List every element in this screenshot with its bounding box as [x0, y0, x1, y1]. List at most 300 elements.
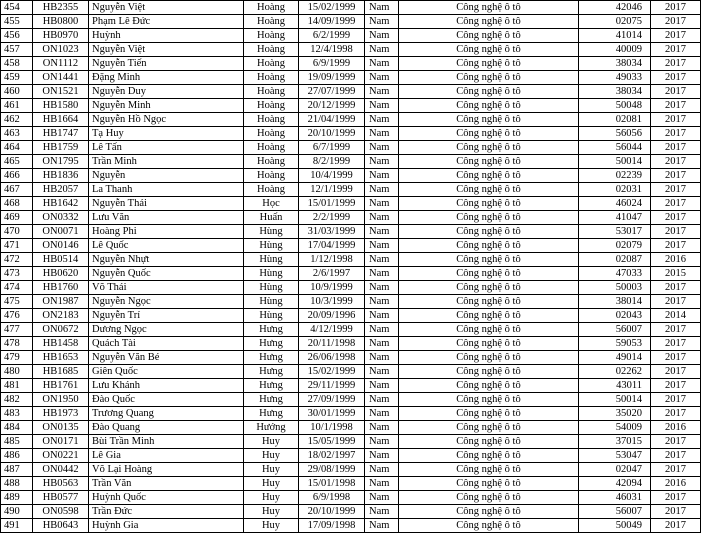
table-row [1, 463, 701, 477]
row-number-cell: 485 [1, 435, 33, 449]
year-cell: 2017 [651, 295, 701, 309]
row-number-cell: 478 [1, 337, 33, 351]
given-name-cell: Hoàng [244, 127, 299, 141]
candidate-number-cell: 43011 [579, 379, 651, 393]
major-cell: Công nghệ ô tô [399, 225, 579, 239]
birth-date-cell: 2/6/1997 [299, 267, 365, 281]
table-row [1, 85, 701, 99]
major-cell: Công nghệ ô tô [399, 337, 579, 351]
row-number-cell: 488 [1, 477, 33, 491]
year-cell: 2016 [651, 477, 701, 491]
student-code-cell: ON0672 [33, 323, 89, 337]
student-code-cell: ON1112 [33, 57, 89, 71]
candidate-number-cell: 42046 [579, 1, 651, 15]
candidate-number-cell: 38034 [579, 85, 651, 99]
given-name-cell: Hưng [244, 393, 299, 407]
gender-cell: Nam [365, 15, 399, 29]
gender-cell: Nam [365, 491, 399, 505]
gender-cell: Nam [365, 393, 399, 407]
candidate-number-cell: 56056 [579, 127, 651, 141]
row-number-cell: 479 [1, 351, 33, 365]
gender-cell: Nam [365, 337, 399, 351]
table-row [1, 295, 701, 309]
given-name-cell: Huy [244, 463, 299, 477]
table-row [1, 43, 701, 57]
student-code-cell: HB1836 [33, 169, 89, 183]
row-number-cell: 467 [1, 183, 33, 197]
major-cell: Công nghệ ô tô [399, 57, 579, 71]
year-cell: 2017 [651, 155, 701, 169]
row-number-cell: 455 [1, 15, 33, 29]
family-name-cell: Đào Quang [89, 421, 244, 435]
table-row [1, 421, 701, 435]
year-cell: 2016 [651, 421, 701, 435]
major-cell: Công nghệ ô tô [399, 43, 579, 57]
row-number-cell: 469 [1, 211, 33, 225]
student-code-cell: ON2183 [33, 309, 89, 323]
major-cell: Công nghệ ô tô [399, 449, 579, 463]
given-name-cell: Hướng [244, 421, 299, 435]
candidate-number-cell: 50014 [579, 155, 651, 169]
table-row [1, 253, 701, 267]
candidate-number-cell: 59053 [579, 337, 651, 351]
candidate-number-cell: 35020 [579, 407, 651, 421]
row-number-cell: 454 [1, 1, 33, 15]
year-cell: 2017 [651, 379, 701, 393]
table-row [1, 99, 701, 113]
gender-cell: Nam [365, 323, 399, 337]
student-code-cell: ON1023 [33, 43, 89, 57]
row-number-cell: 457 [1, 43, 33, 57]
student-code-cell: ON1987 [33, 295, 89, 309]
student-code-cell: ON0146 [33, 239, 89, 253]
row-number-cell: 461 [1, 99, 33, 113]
birth-date-cell: 10/1/1998 [299, 421, 365, 435]
candidate-number-cell: 41014 [579, 29, 651, 43]
table-row [1, 407, 701, 421]
table-row [1, 155, 701, 169]
major-cell: Công nghệ ô tô [399, 253, 579, 267]
table-row [1, 435, 701, 449]
family-name-cell: Phạm Lê Đức [89, 15, 244, 29]
table-row [1, 505, 701, 519]
table-row [1, 309, 701, 323]
given-name-cell: Hùng [244, 281, 299, 295]
row-number-cell: 460 [1, 85, 33, 99]
gender-cell: Nam [365, 155, 399, 169]
gender-cell: Nam [365, 99, 399, 113]
given-name-cell: Hoàng [244, 183, 299, 197]
family-name-cell: Nguyễn Nhựt [89, 253, 244, 267]
table-row [1, 15, 701, 29]
year-cell: 2017 [651, 463, 701, 477]
gender-cell: Nam [365, 421, 399, 435]
year-cell: 2017 [651, 225, 701, 239]
candidate-number-cell: 56007 [579, 505, 651, 519]
given-name-cell: Hùng [244, 309, 299, 323]
candidate-number-cell: 38014 [579, 295, 651, 309]
family-name-cell: Trương Quang [89, 407, 244, 421]
major-cell: Công nghệ ô tô [399, 365, 579, 379]
candidate-number-cell: 02031 [579, 183, 651, 197]
family-name-cell: Lưu Văn [89, 211, 244, 225]
candidate-number-cell: 42094 [579, 477, 651, 491]
candidate-number-cell: 56044 [579, 141, 651, 155]
student-code-cell: HB1747 [33, 127, 89, 141]
table-row [1, 323, 701, 337]
year-cell: 2017 [651, 211, 701, 225]
student-code-cell: HB1761 [33, 379, 89, 393]
candidate-number-cell: 53017 [579, 225, 651, 239]
given-name-cell: Hưng [244, 407, 299, 421]
major-cell: Công nghệ ô tô [399, 519, 579, 533]
year-cell: 2017 [651, 71, 701, 85]
gender-cell: Nam [365, 435, 399, 449]
family-name-cell: Võ Lại Hoàng [89, 463, 244, 477]
student-code-cell: HB2057 [33, 183, 89, 197]
major-cell: Công nghệ ô tô [399, 169, 579, 183]
gender-cell: Nam [365, 477, 399, 491]
family-name-cell: Huỳnh Gia [89, 519, 244, 533]
gender-cell: Nam [365, 57, 399, 71]
year-cell: 2017 [651, 365, 701, 379]
birth-date-cell: 12/1/1999 [299, 183, 365, 197]
major-cell: Công nghệ ô tô [399, 309, 579, 323]
given-name-cell: Hưng [244, 351, 299, 365]
row-number-cell: 487 [1, 463, 33, 477]
candidate-number-cell: 46031 [579, 491, 651, 505]
table-row [1, 225, 701, 239]
birth-date-cell: 29/11/1999 [299, 379, 365, 393]
family-name-cell: Hoàng Phi [89, 225, 244, 239]
candidate-number-cell: 02043 [579, 309, 651, 323]
candidate-number-cell: 49014 [579, 351, 651, 365]
birth-date-cell: 27/09/1999 [299, 393, 365, 407]
candidate-number-cell: 46024 [579, 197, 651, 211]
major-cell: Công nghệ ô tô [399, 407, 579, 421]
table-row [1, 267, 701, 281]
year-cell: 2017 [651, 435, 701, 449]
given-name-cell: Hoàng [244, 29, 299, 43]
family-name-cell: Lê Quốc [89, 239, 244, 253]
given-name-cell: Hùng [244, 225, 299, 239]
candidate-number-cell: 40009 [579, 43, 651, 57]
table-row [1, 449, 701, 463]
given-name-cell: Hùng [244, 267, 299, 281]
year-cell: 2015 [651, 267, 701, 281]
candidate-number-cell: 02239 [579, 169, 651, 183]
major-cell: Công nghệ ô tô [399, 113, 579, 127]
major-cell: Công nghệ ô tô [399, 71, 579, 85]
student-code-cell: HB0563 [33, 477, 89, 491]
student-code-cell: HB1664 [33, 113, 89, 127]
year-cell: 2017 [651, 169, 701, 183]
birth-date-cell: 17/04/1999 [299, 239, 365, 253]
family-name-cell: Dương Ngọc [89, 323, 244, 337]
student-code-cell: HB1458 [33, 337, 89, 351]
candidate-number-cell: 02079 [579, 239, 651, 253]
family-name-cell: Trần Minh [89, 155, 244, 169]
gender-cell: Nam [365, 463, 399, 477]
table-row [1, 379, 701, 393]
major-cell: Công nghệ ô tô [399, 281, 579, 295]
year-cell: 2017 [651, 127, 701, 141]
major-cell: Công nghệ ô tô [399, 295, 579, 309]
student-code-cell: ON0221 [33, 449, 89, 463]
gender-cell: Nam [365, 295, 399, 309]
major-cell: Công nghệ ô tô [399, 99, 579, 113]
gender-cell: Nam [365, 309, 399, 323]
year-cell: 2017 [651, 29, 701, 43]
table-row [1, 71, 701, 85]
major-cell: Công nghệ ô tô [399, 323, 579, 337]
table-row [1, 127, 701, 141]
row-number-cell: 490 [1, 505, 33, 519]
student-table-body [1, 1, 701, 533]
birth-date-cell: 12/4/1998 [299, 43, 365, 57]
row-number-cell: 486 [1, 449, 33, 463]
table-row [1, 337, 701, 351]
family-name-cell: Trần Văn [89, 477, 244, 491]
gender-cell: Nam [365, 29, 399, 43]
family-name-cell: Nguyễn Văn Bé [89, 351, 244, 365]
major-cell: Công nghệ ô tô [399, 85, 579, 99]
candidate-number-cell: 50048 [579, 99, 651, 113]
family-name-cell: Nguyễn Duy [89, 85, 244, 99]
table-row [1, 211, 701, 225]
table-row [1, 477, 701, 491]
row-number-cell: 476 [1, 309, 33, 323]
year-cell: 2017 [651, 393, 701, 407]
year-cell: 2017 [651, 197, 701, 211]
gender-cell: Nam [365, 379, 399, 393]
given-name-cell: Hưng [244, 365, 299, 379]
given-name-cell: Huy [244, 519, 299, 533]
family-name-cell: Huỳnh [89, 29, 244, 43]
birth-date-cell: 15/01/1999 [299, 197, 365, 211]
student-code-cell: HB1580 [33, 99, 89, 113]
candidate-number-cell: 02081 [579, 113, 651, 127]
family-name-cell: Nguyễn Việt [89, 1, 244, 15]
family-name-cell: Nguyễn [89, 169, 244, 183]
student-code-cell: ON1441 [33, 71, 89, 85]
table-row [1, 57, 701, 71]
birth-date-cell: 10/3/1999 [299, 295, 365, 309]
table-row [1, 113, 701, 127]
student-code-cell: HB0800 [33, 15, 89, 29]
family-name-cell: Nguyễn Thái [89, 197, 244, 211]
gender-cell: Nam [365, 211, 399, 225]
given-name-cell: Hoàng [244, 57, 299, 71]
major-cell: Công nghệ ô tô [399, 491, 579, 505]
birth-date-cell: 6/9/1999 [299, 57, 365, 71]
birth-date-cell: 30/01/1999 [299, 407, 365, 421]
gender-cell: Nam [365, 281, 399, 295]
row-number-cell: 463 [1, 127, 33, 141]
candidate-number-cell: 37015 [579, 435, 651, 449]
year-cell: 2017 [651, 43, 701, 57]
student-code-cell: ON1950 [33, 393, 89, 407]
year-cell: 2017 [651, 239, 701, 253]
student-code-cell: HB0514 [33, 253, 89, 267]
year-cell: 2017 [651, 141, 701, 155]
given-name-cell: Hoàng [244, 141, 299, 155]
candidate-number-cell: 54009 [579, 421, 651, 435]
given-name-cell: Huy [244, 435, 299, 449]
student-code-cell: HB1653 [33, 351, 89, 365]
candidate-number-cell: 02075 [579, 15, 651, 29]
row-number-cell: 471 [1, 239, 33, 253]
gender-cell: Nam [365, 449, 399, 463]
table-row [1, 351, 701, 365]
table-row [1, 197, 701, 211]
family-name-cell: Trần Đức [89, 505, 244, 519]
student-code-cell: ON1521 [33, 85, 89, 99]
family-name-cell: Nguyễn Quốc [89, 267, 244, 281]
family-name-cell: Đặng Minh [89, 71, 244, 85]
birth-date-cell: 10/9/1999 [299, 281, 365, 295]
family-name-cell: Nguyễn Tiến [89, 57, 244, 71]
row-number-cell: 489 [1, 491, 33, 505]
row-number-cell: 468 [1, 197, 33, 211]
major-cell: Công nghệ ô tô [399, 29, 579, 43]
gender-cell: Nam [365, 253, 399, 267]
year-cell: 2017 [651, 491, 701, 505]
gender-cell: Nam [365, 141, 399, 155]
major-cell: Công nghệ ô tô [399, 435, 579, 449]
row-number-cell: 477 [1, 323, 33, 337]
family-name-cell: Võ Thái [89, 281, 244, 295]
row-number-cell: 470 [1, 225, 33, 239]
student-code-cell: HB0643 [33, 519, 89, 533]
candidate-number-cell: 41047 [579, 211, 651, 225]
birth-date-cell: 20/10/1999 [299, 505, 365, 519]
candidate-number-cell: 38034 [579, 57, 651, 71]
student-code-cell: HB2355 [33, 1, 89, 15]
major-cell: Công nghệ ô tô [399, 197, 579, 211]
major-cell: Công nghệ ô tô [399, 141, 579, 155]
gender-cell: Nam [365, 365, 399, 379]
row-number-cell: 475 [1, 295, 33, 309]
family-name-cell: Quách Tài [89, 337, 244, 351]
row-number-cell: 456 [1, 29, 33, 43]
year-cell: 2017 [651, 323, 701, 337]
birth-date-cell: 27/07/1999 [299, 85, 365, 99]
birth-date-cell: 26/06/1998 [299, 351, 365, 365]
candidate-number-cell: 02047 [579, 463, 651, 477]
student-code-cell: HB0970 [33, 29, 89, 43]
row-number-cell: 474 [1, 281, 33, 295]
candidate-number-cell: 49033 [579, 71, 651, 85]
given-name-cell: Hoàng [244, 113, 299, 127]
gender-cell: Nam [365, 267, 399, 281]
year-cell: 2017 [651, 85, 701, 99]
row-number-cell: 483 [1, 407, 33, 421]
major-cell: Công nghệ ô tô [399, 421, 579, 435]
row-number-cell: 480 [1, 365, 33, 379]
candidate-number-cell: 50003 [579, 281, 651, 295]
birth-date-cell: 20/09/1996 [299, 309, 365, 323]
major-cell: Công nghệ ô tô [399, 393, 579, 407]
major-cell: Công nghệ ô tô [399, 1, 579, 15]
row-number-cell: 484 [1, 421, 33, 435]
birth-date-cell: 15/05/1999 [299, 435, 365, 449]
year-cell: 2017 [651, 57, 701, 71]
birth-date-cell: 10/4/1999 [299, 169, 365, 183]
student-code-cell: ON0171 [33, 435, 89, 449]
row-number-cell: 465 [1, 155, 33, 169]
candidate-number-cell: 02087 [579, 253, 651, 267]
gender-cell: Nam [365, 519, 399, 533]
gender-cell: Nam [365, 71, 399, 85]
major-cell: Công nghệ ô tô [399, 463, 579, 477]
table-row [1, 1, 701, 15]
year-cell: 2017 [651, 1, 701, 15]
family-name-cell: Nguyễn Trí [89, 309, 244, 323]
birth-date-cell: 21/04/1999 [299, 113, 365, 127]
major-cell: Công nghệ ô tô [399, 15, 579, 29]
student-code-cell: ON0332 [33, 211, 89, 225]
family-name-cell: Lưu Khánh [89, 379, 244, 393]
table-row [1, 519, 701, 533]
gender-cell: Nam [365, 407, 399, 421]
given-name-cell: Huy [244, 477, 299, 491]
row-number-cell: 464 [1, 141, 33, 155]
gender-cell: Nam [365, 197, 399, 211]
row-number-cell: 472 [1, 253, 33, 267]
row-number-cell: 458 [1, 57, 33, 71]
family-name-cell: Giên Quốc [89, 365, 244, 379]
birth-date-cell: 19/09/1999 [299, 71, 365, 85]
year-cell: 2017 [651, 519, 701, 533]
student-code-cell: ON1795 [33, 155, 89, 169]
birth-date-cell: 4/12/1999 [299, 323, 365, 337]
birth-date-cell: 15/01/1998 [299, 477, 365, 491]
gender-cell: Nam [365, 43, 399, 57]
birth-date-cell: 29/08/1999 [299, 463, 365, 477]
row-number-cell: 466 [1, 169, 33, 183]
given-name-cell: Hùng [244, 253, 299, 267]
year-cell: 2017 [651, 183, 701, 197]
birth-date-cell: 6/7/1999 [299, 141, 365, 155]
given-name-cell: Hoàng [244, 71, 299, 85]
major-cell: Công nghệ ô tô [399, 477, 579, 491]
candidate-number-cell: 50014 [579, 393, 651, 407]
family-name-cell: Huỳnh Quốc [89, 491, 244, 505]
student-code-cell: HB0620 [33, 267, 89, 281]
row-number-cell: 459 [1, 71, 33, 85]
major-cell: Công nghệ ô tô [399, 505, 579, 519]
year-cell: 2017 [651, 99, 701, 113]
year-cell: 2017 [651, 407, 701, 421]
given-name-cell: Hoàng [244, 99, 299, 113]
birth-date-cell: 20/10/1999 [299, 127, 365, 141]
given-name-cell: Huy [244, 449, 299, 463]
given-name-cell: Hoàng [244, 169, 299, 183]
birth-date-cell: 6/2/1999 [299, 29, 365, 43]
year-cell: 2014 [651, 309, 701, 323]
table-row [1, 183, 701, 197]
major-cell: Công nghệ ô tô [399, 379, 579, 393]
candidate-number-cell: 56007 [579, 323, 651, 337]
major-cell: Công nghệ ô tô [399, 239, 579, 253]
row-number-cell: 482 [1, 393, 33, 407]
candidate-number-cell: 02262 [579, 365, 651, 379]
major-cell: Công nghệ ô tô [399, 155, 579, 169]
given-name-cell: Hưng [244, 323, 299, 337]
gender-cell: Nam [365, 239, 399, 253]
table-row [1, 281, 701, 295]
